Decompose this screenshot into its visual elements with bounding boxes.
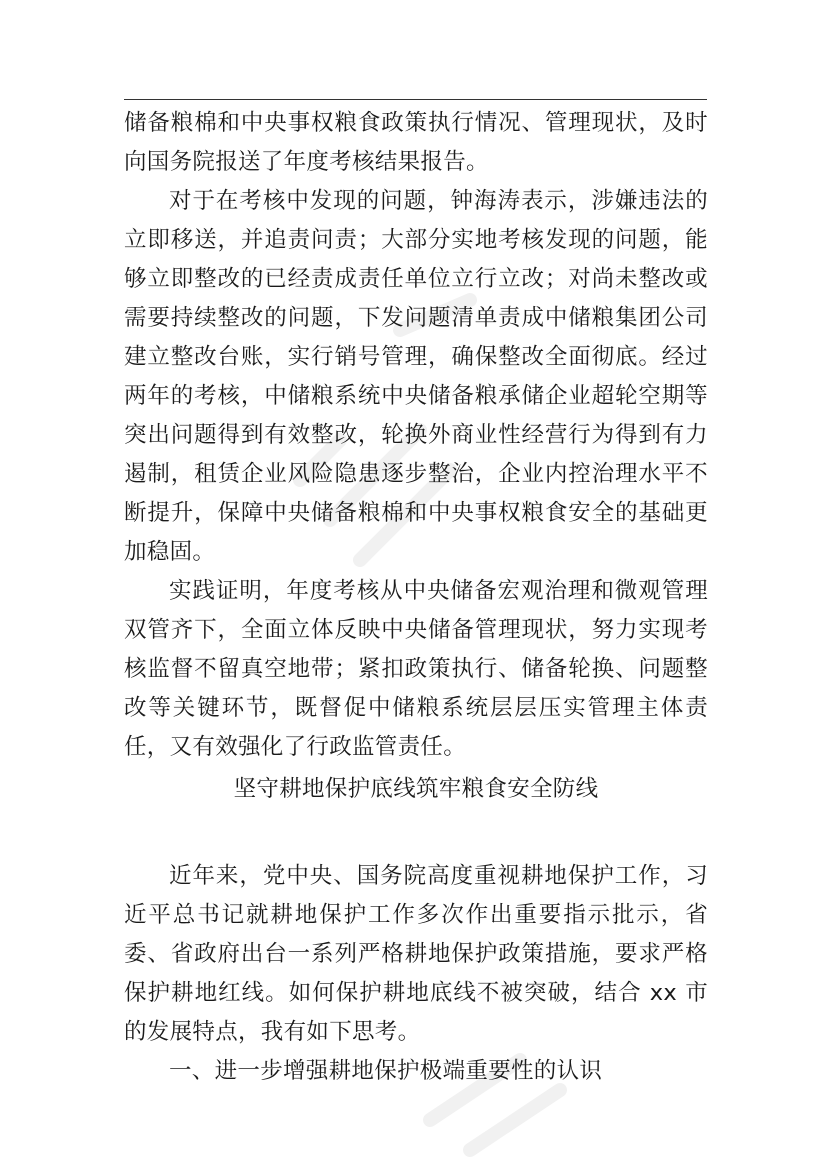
section-title: 坚守耕地保护底线筑牢粮食安全防线 (233, 776, 599, 802)
paragraph-practice-proof: 实践证明，年度考核从中央储备宏观治理和微观管理双管齐下，全面立体反映中央储备管理现状，努力实现考核监督不留真空地带；紧扣政策执行、储备轮换、问题整改等关键环节，既督促中储粮系统层层压实管理主体责任，又有效强化了行政监管责任。 (124, 578, 708, 760)
section-title-wrap (124, 770, 708, 809)
paragraph-continuation: 储备粮棉和中央事权粮食政策执行情况、管理现状，及时向国务院报送了年度考核结果报告。 (124, 110, 708, 175)
header-rule (124, 99, 707, 100)
paragraph-introduction: 近年来，党中央、国务院高度重视耕地保护工作，习近平总书记就耕地保护工作多次作出重要指示批示，省委、省政府出台一系列严格耕地保护政策措施，要求严格保护耕地红线。如何保护耕地底线不被突破，结合 xx 市的发展特点，我有如下思考。 (124, 863, 708, 1045)
paragraph-rectification: 对于在考核中发现的问题，钟海涛表示，涉嫌违法的立即移送，并追责问责；大部分实地考核发现的问题，能够立即整改的已经责成责任单位立行立改；对尚未整改或需要持续整改的问题，下发问题清单责成中储粮集团公司建立整改台账，实行销号管理，确保整改全面彻底。经过两年的考核，中储粮系统中央储备粮承储企业超轮空期等突出问题得到有效整改，轮换外商业性经营行为得到有力遏制，租赁企业风险隐患逐步整治，企业内控治理水平不断提升，保障中央储备粮棉和中央事权粮食安全的基础更加稳固。 (124, 188, 708, 565)
document-body (124, 104, 708, 767)
section-body (124, 857, 708, 1091)
paragraph-point-one: 一、进一步增强耕地保护极端重要性的认识 (169, 1058, 603, 1084)
